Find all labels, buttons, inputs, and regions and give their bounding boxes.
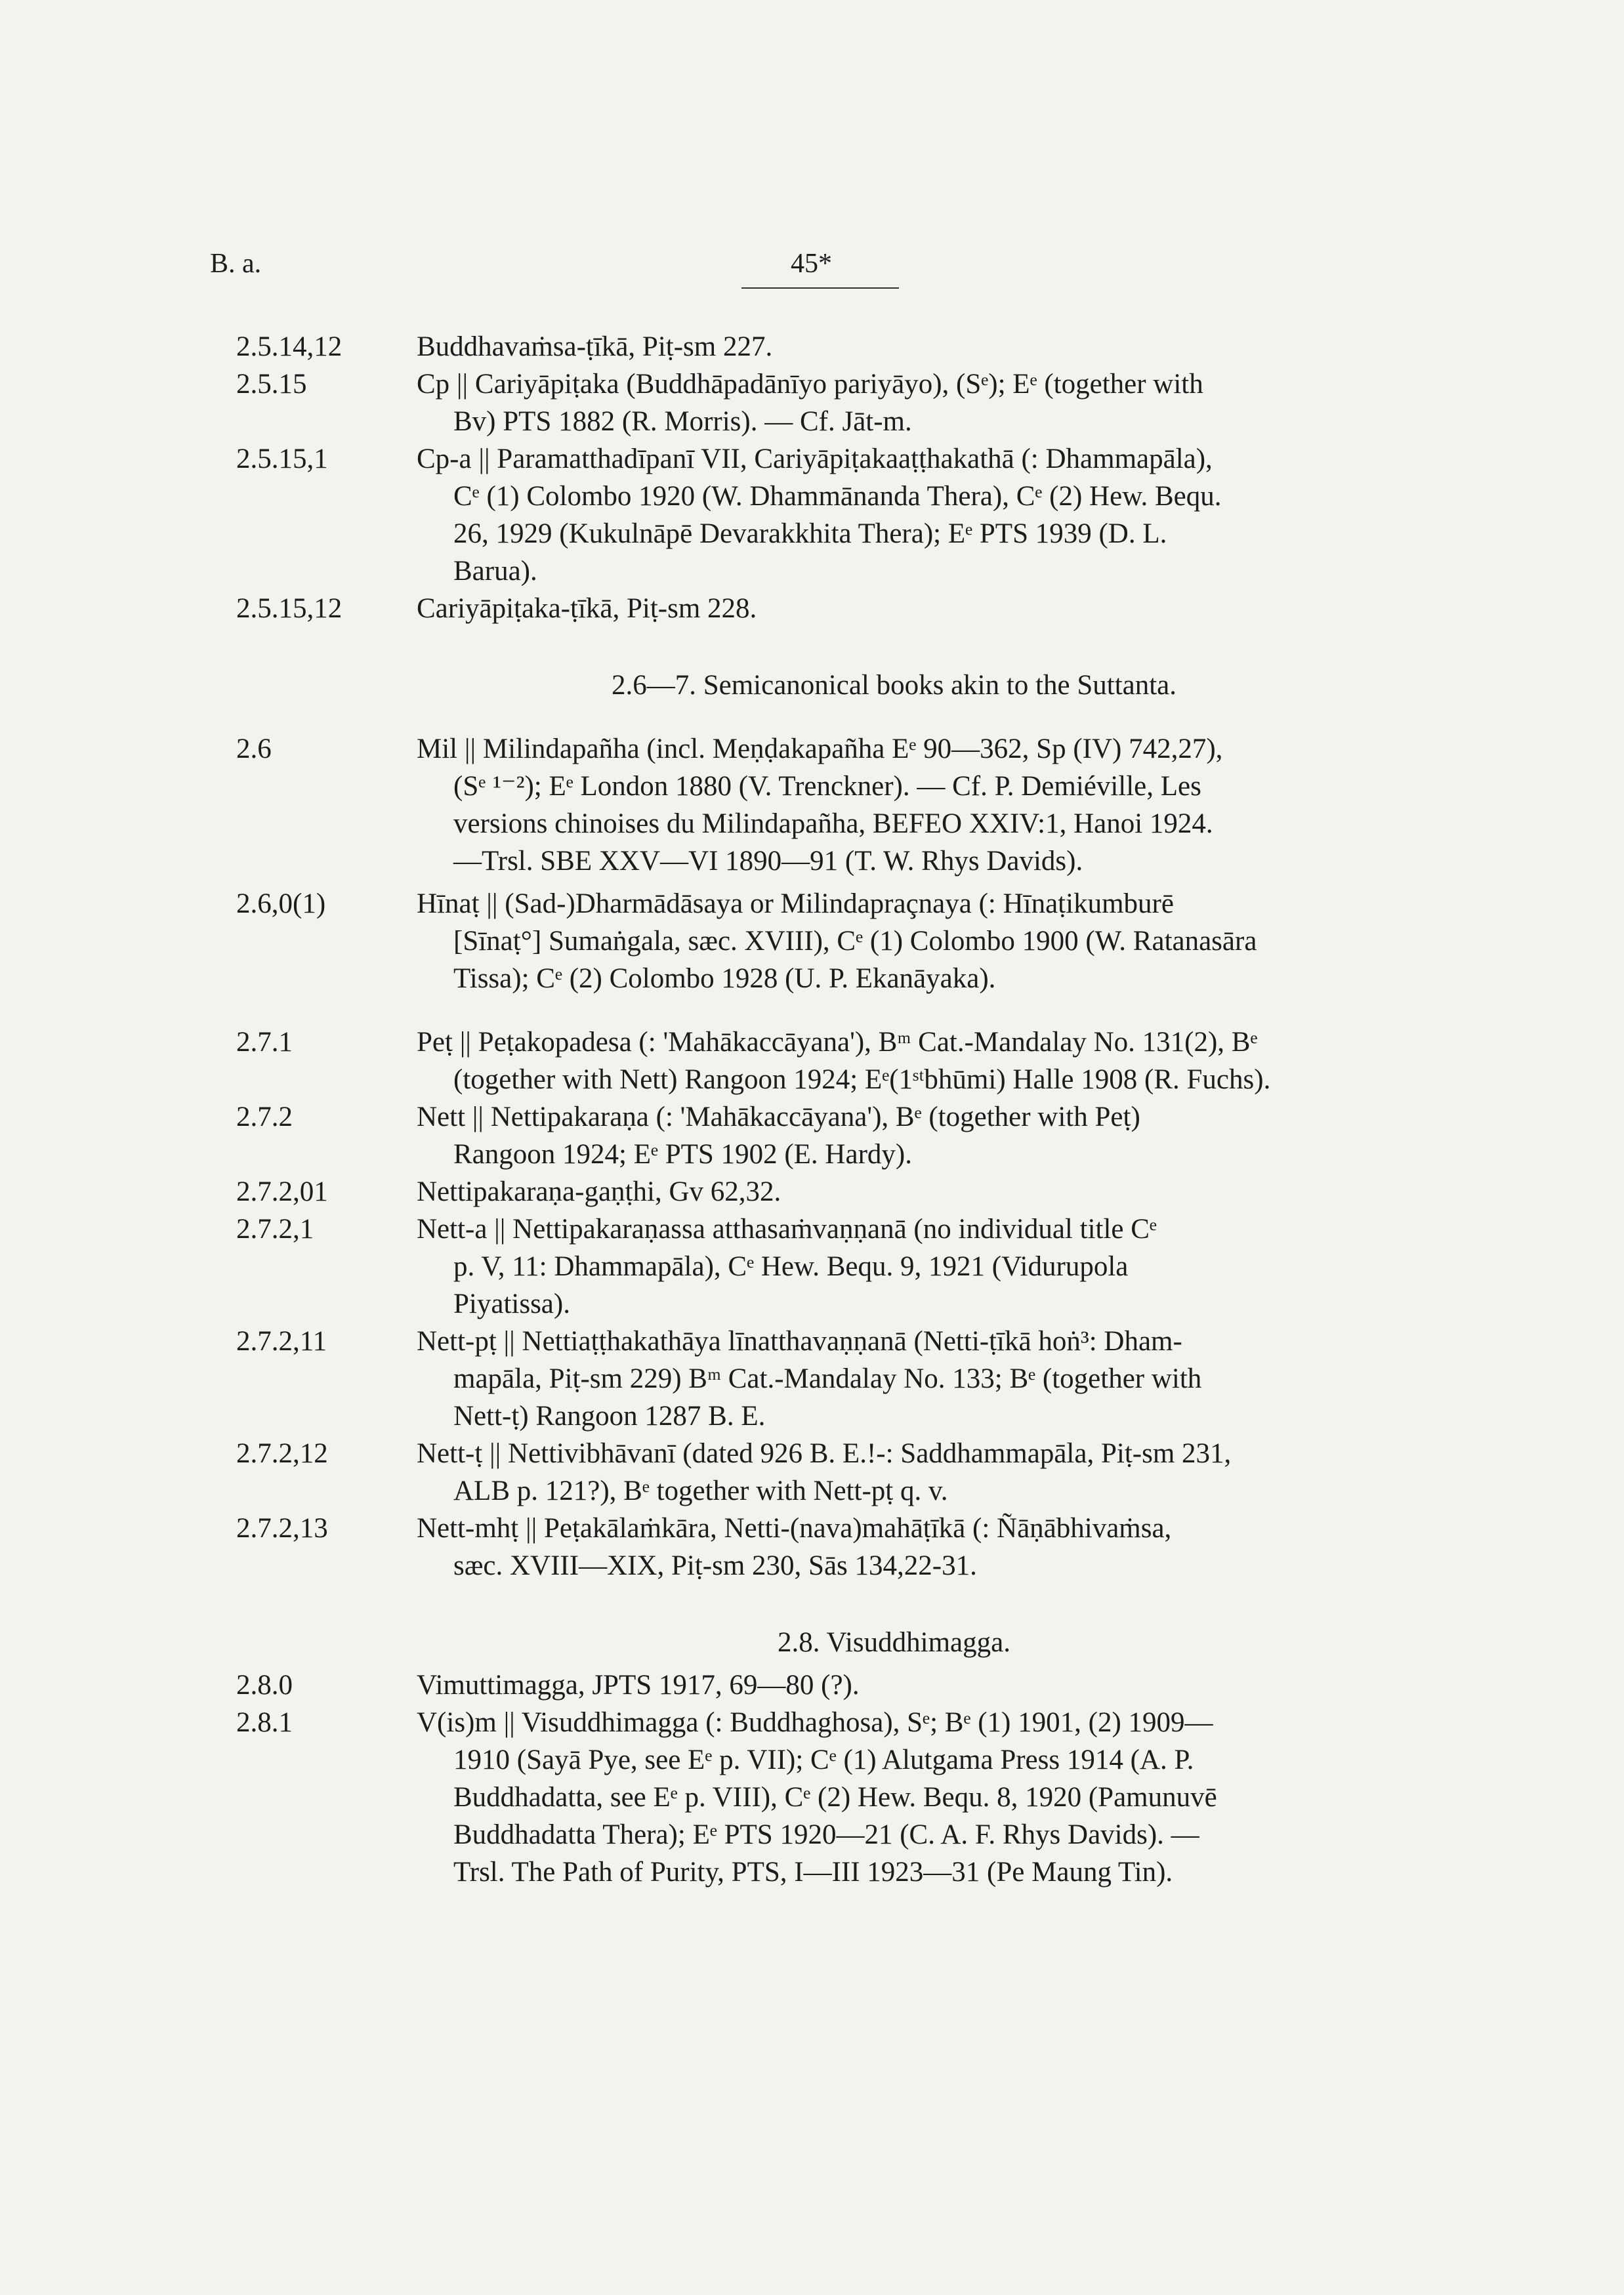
entry-line: Nett-mhṭ || Peṭakālaṁkāra, Netti-(nava)mahāṭīkā (: Ñāṇābhivaṁsa,	[417, 1513, 1172, 1544]
bibliography-entry	[236, 1210, 1437, 1323]
bibliography-entry	[236, 365, 1437, 440]
entry-line: Rangoon 1924; Eᵉ PTS 1902 (E. Hardy).	[453, 1139, 912, 1170]
entry-line: Cᵉ (1) Colombo 1920 (W. Dhammānanda Thera), Cᵉ (2) Hew. Bequ.	[453, 481, 1222, 512]
entry-number: 2.5.15,12	[236, 593, 343, 624]
bibliography-entry	[236, 1435, 1437, 1510]
entry-number: 2.7.2,13	[236, 1513, 328, 1544]
entry-line: V(is)m || Visuddhimagga (: Buddhaghosa), Sᵉ; Bᵉ (1) 1901, (2) 1909—	[417, 1707, 1213, 1738]
entry-line: Cariyāpiṭaka-ṭīkā, Piṭ-sm 228.	[417, 593, 757, 624]
entry-number: 2.8.0	[236, 1670, 293, 1701]
page-number: 45*	[791, 249, 832, 279]
entry-line: Vimuttimagga, JPTS 1917, 69—80 (?).	[417, 1670, 860, 1701]
bibliography-entry	[236, 440, 1437, 590]
entry-number: 2.7.1	[236, 1027, 293, 1058]
entry-line: ALB p. 121?), Bᵉ together with Nett-pṭ q. v.	[453, 1476, 948, 1506]
entry-number: 2.7.2,12	[236, 1438, 328, 1469]
entry-line: Nett || Nettipakaraṇa (: 'Mahākaccāyana'), Bᵉ (together with Peṭ)	[417, 1102, 1140, 1132]
page-header	[210, 248, 1391, 300]
entry-line: [Sīnaṭ°] Sumaṅgala, sæc. XVIII), Cᵉ (1) Colombo 1900 (W. Ratanasāra	[453, 926, 1257, 957]
entry-line: 26, 1929 (Kukulnāpē Devarakkhita Thera); Eᵉ PTS 1939 (D. L.	[453, 518, 1167, 549]
entry-number: 2.7.2,11	[236, 1326, 327, 1357]
bibliography-entry	[236, 1510, 1437, 1584]
bibliography-entry	[236, 1098, 1437, 1173]
entry-line: Buddhavaṁsa-ṭīkā, Piṭ-sm 227.	[417, 331, 773, 362]
entry-line: Mil || Milindapañha (incl. Meṇḍakapañha Eᵉ 90—362, Sp (IV) 742,27),	[417, 734, 1223, 764]
bibliography-entry	[236, 1323, 1437, 1435]
entry-line: Tissa); Cᵉ (2) Colombo 1928 (U. P. Ekanāyaka).	[453, 963, 996, 994]
entry-number: 2.6	[236, 734, 272, 764]
entry-line: Bv) PTS 1882 (R. Morris). — Cf. Jāt-m.	[453, 406, 912, 437]
entry-line: Trsl. The Path of Purity, PTS, I—III 1923—31 (Pe Maung Tin).	[453, 1857, 1173, 1888]
entry-line: Nett-a || Nettipakaraṇassa atthasaṁvaṇṇanā (no individual title Cᵉ	[417, 1214, 1157, 1245]
entry-line: Cp || Cariyāpiṭaka (Buddhāpadānīyo pariyāyo), (Sᵉ); Eᵉ (together with	[417, 369, 1203, 400]
entry-number: 2.5.15	[236, 369, 307, 400]
entry-line: —Trsl. SBE XXV—VI 1890—91 (T. W. Rhys Davids).	[453, 846, 1083, 877]
entry-line: Barua).	[453, 556, 537, 587]
bibliography-entry	[236, 328, 1437, 365]
entry-line: Buddhadatta Thera); Eᵉ PTS 1920—21 (C. A. F. Rhys Davids). —	[453, 1819, 1199, 1850]
document-body	[236, 328, 1437, 1891]
entry-line: Piyatissa).	[453, 1289, 570, 1319]
entry-number: 2.8.1	[236, 1707, 293, 1738]
entry-number: 2.7.2,01	[236, 1176, 328, 1207]
entry-line: sæc. XVIII—XIX, Piṭ-sm 230, Sās 134,22-31.	[453, 1550, 977, 1581]
bibliography-entry	[236, 730, 1437, 880]
entry-number: 2.6,0(1)	[236, 888, 326, 919]
entry-line: mapāla, Piṭ-sm 229) Bᵐ Cat.-Mandalay No. 133; Bᵉ (together with	[453, 1363, 1202, 1394]
entry-line: Cp-a || Paramatthadīpanī VII, Cariyāpiṭakaaṭṭhakathā (: Dhammapāla),	[417, 444, 1213, 474]
entry-number: 2.5.14,12	[236, 331, 343, 362]
bibliography-entry	[236, 1704, 1437, 1891]
section-label: B. a.	[210, 249, 262, 279]
entry-number: 2.7.2,1	[236, 1214, 314, 1245]
bibliography-entry	[236, 1173, 1437, 1210]
entry-line: Buddhadatta, see Eᵉ p. VIII), Cᵉ (2) Hew. Bequ. 8, 1920 (Pamunuvē	[453, 1782, 1217, 1813]
header-rule	[741, 287, 899, 289]
bibliography-entry	[236, 1666, 1437, 1704]
entry-line: Nettipakaraṇa-gaṇṭhi, Gv 62,32.	[417, 1176, 781, 1207]
entry-line: Hīnaṭ || (Sad-)Dharmādāsaya or Milindapraçnaya (: Hīnaṭikumburē	[417, 888, 1174, 919]
entry-line: (Sᵉ ¹⁻²); Eᵉ London 1880 (V. Trenckner). — Cf. P. Demiéville, Les	[453, 771, 1201, 802]
section-heading: 2.6—7. Semicanonical books akin to the Suttanta.	[611, 670, 1177, 701]
entry-line: Nett-ṭ) Rangoon 1287 B. E.	[453, 1401, 766, 1432]
entry-number: 2.7.2	[236, 1102, 293, 1132]
entry-line: (together with Nett) Rangoon 1924; Eᵉ(1ˢᵗbhūmi) Halle 1908 (R. Fuchs).	[453, 1064, 1271, 1095]
bibliography-entry	[236, 885, 1437, 997]
section-heading: 2.8. Visuddhimagga.	[778, 1627, 1010, 1658]
entry-line: p. V, 11: Dhammapāla), Cᵉ Hew. Bequ. 9, 1921 (Vidurupola	[453, 1251, 1129, 1282]
entry-line: Nett-pṭ || Nettiaṭṭhakathāya līnatthavaṇṇanā (Netti-ṭīkā hoṅ³: Dham-	[417, 1326, 1182, 1357]
entry-line: Peṭ || Peṭakopadesa (: 'Mahākaccāyana'), Bᵐ Cat.-Mandalay No. 131(2), Bᵉ	[417, 1027, 1258, 1058]
entry-line: versions chinoises du Milindapañha, BEFEO XXIV:1, Hanoi 1924.	[453, 808, 1213, 839]
bibliography-entry	[236, 1023, 1437, 1098]
entry-line: Nett-ṭ || Nettivibhāvanī (dated 926 B. E.!-: Saddhammapāla, Piṭ-sm 231,	[417, 1438, 1232, 1469]
entry-number: 2.5.15,1	[236, 444, 328, 474]
bibliography-entry	[236, 590, 1437, 627]
entry-line: 1910 (Sayā Pye, see Eᵉ p. VII); Cᵉ (1) Alutgama Press 1914 (A. P.	[453, 1745, 1194, 1775]
